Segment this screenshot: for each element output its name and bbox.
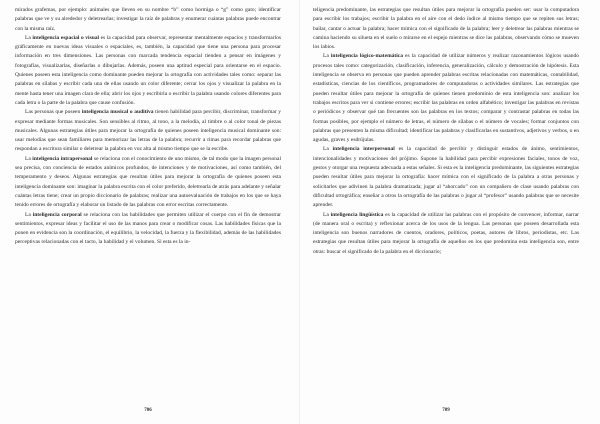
paragraph-intrapersonal-intelligence: La inteligencia intrapersonal se relaciona con el conocimiento de uno mismo, de tal modo que la imagen personal sea precisa, con conciencia de estados anímicos profundos, de intenciones y de motivaciones, así como también, del temperamento y deseos. Algunas estrategias que resultan útiles para mejorar la ortografía de quienes poseen esta inteligencia dominante son: imaginar la palabra escrita con el color preferido, deletrearla de atrás para adelante y señalar cuántas letras tiene; crear un propio diccionario de palabras; realizar una autoevaluación de trabajos en los que se haya tenido errores de ortografía y elaborar un listado de las palabras con error escritas correctamente. [15, 155, 281, 209]
right-page-text [313, 6, 579, 406]
paragraph: teligencia predominante, las estrategias que resultan útiles para mejorar la ortografía pueden ser: usar la computadora para escribir los trabajos; escribir la palabra en el aire con el dedo índice al mismo tiempo que se repiten sus letras; bailar, cantar o actuar la palabra; hacer mímica con el significado de la palabra; leer y deletrear las palabras mientras se camina haciendo su silueta en el suelo o mirarse en el espejo mientras se dice las palabras, observando cómo se mueven los labios. [313, 7, 579, 51]
paragraph-logical-mathematical-intelligence: La inteligencia lógico-matemática es la capacidad de utilizar números y realizar razonamientos lógicos usando procesos tales como: categorización, clasificación, inferencia, generalización, cálculo y demostración de hipótesis. Esta inteligencia se observa en personas que pueden aprender palabras escritas relacionadas con matemáticas, contabilidad, estadísticas, ciencias de los científicos, programadores de computadoras o actividades similares. Las estrategias que pueden resultar útiles para mejorar la ortografía de quienes tienen predominio de esta inteligencia son: analizar los trabajos escritos para ver si contiene errores; escribir las palabras en orden alfabético; investigar las palabras en revistas o periódicos y observar qué tan frecuentes son las palabras en los textos; comparar y contrastar palabras en todas las formas posibles, por ejemplo el número de letras, el número de sílabas o el número de vocales; formar conjuntos con palabras que presenten la misma dificultad; identificar las palabras y clasificarlas en sustantivos, adjetivos y verbos, o en agudas, graves y esdrújulas. [313, 53, 579, 144]
term-linguistic-intelligence: inteligencia lingüística [330, 211, 384, 218]
term-spatial-intelligence: inteligencia espacial o visual [32, 34, 100, 41]
term-logical-mathematical-intelligence: inteligencia lógico-matemática [330, 53, 403, 60]
page-number: 709 [442, 408, 450, 413]
paragraph-spatial-intelligence: La inteligencia espacial o visual es la capacidad para observar, representar mentalmente espacios y transformarlos gráficamente en nuevas ideas visuales o espaciales, es, también, la capacidad que tiene una persona para procesar información en tres dimensiones. Las personas con marcada tendencia espacial tienden a pensar en imágenes y fotografías, visualizarlas, diseñarlas o dibujarlas. Además, poseen una aptitud especial para orientarse en el espacio. Quienes poseen esta inteligencia como dominante pueden mejorar la ortografía con actividades tales como: separar las palabras en sílabas y escribir cada una de ellas usando un color diferente; cerrar los ojos y visualizar la palabra en la mente hasta tener una imagen clara de ella; abrir los ojos y escribirla o escribir la palabra usando colores diferentes para cada letra o la parte de la palabra que cause confusión. [15, 34, 281, 106]
term-intrapersonal-intelligence: inteligencia intrapersonal [32, 155, 93, 162]
right-page [313, 6, 579, 418]
page-gutter [299, 0, 300, 424]
term-interpersonal-intelligence: inteligencia interpersonal [332, 146, 395, 153]
term-musical-intelligence: inteligencia musical o auditiva [81, 109, 154, 116]
paragraph-linguistic-intelligence: La inteligencia lingüística es la capacidad de utilizar las palabras con el propósito de convencer, informar, narrar (de manera oral o escrita) y reflexionar acerca de los usos de la lengua. Las personas que poseen desarrollada esta inteligencia son buenos narradores de cuentos, oradores, políticos, poetas, autores de libros, periodistas, etc. Las estrategias que resultan útiles para mejorar la ortografía de aquellos en los que predomina esta inteligencia son, entre otras: buscar el significado de la palabra en el diccionario; [313, 211, 579, 255]
paragraph: mirados grafemas, por ejemplo: animales que lleven en su nombre “b” como hormiga o “g” como gato; identificar palabras que ve y su alrededor y deletrearlas; investigar la raíz de palabras y enumerar cuántas palabras puede encontrar con la misma raíz. [15, 7, 281, 32]
paragraph-corporal-intelligence: La inteligencia corporal se relaciona con las habilidades que permiten utilizar el cuerpo con el fin de demostrar sentimientos, expresar ideas y facilitar el uso de las manos para crear o modificar cosas. Las habilidades físicas que la ponen en evidencia son la coordinación, el equilibrio, la velocidad, la fuerza y la flexibilidad, además de las habilidades perceptivas relacionadas con el tacto, la habilidad y el volumen. Si esta es la in- [15, 211, 281, 246]
paragraph-interpersonal-intelligence: La inteligencia interpersonal es la capacidad de percibir y distinguir estados de ánimo, sentimientos, intencionalidades y motivaciones del prójimo. Supone la habilidad para percibir expresiones faciales, tonos de voz, gestos y otorgar una respuesta adecuada a estas señales. Si esta es la inteligencia predominante, las siguientes estrategias pueden resultar útiles para mejorar la ortografía: hacer mímica con el significado de la palabra a otras personas y solicitarles que adivinen la palabra dramatizada; jugar al “ahorcado” con un compañero de clase usando palabras con dificultad ortográfica; enseñar a otros la ortografía de las palabras o jugar al “profesor” usando palabras que se necesite aprender. [313, 146, 579, 209]
term-corporal-intelligence: inteligencia corporal [32, 211, 82, 218]
left-page [15, 6, 281, 418]
left-page-text [15, 6, 281, 406]
paragraph-musical-intelligence: Las personas que poseen inteligencia musical o auditiva tienen habilidad para percibir, discriminar, transformar y expresar mediante formas musicales. Son sensibles al ritmo, al tono, a la melodía, al timbre o al color tonal de piezas musicales. Algunas estrategias útiles para mejorar la ortografía de quienes poseen inteligencia musical dominante son: usar melodías que sean familiares para memorizar las letras de la palabra; recurrir a rimas para recordar palabras que respondan a escritura similar o deletrear la palabra en voz alta al mismo tiempo que se la escribe. [15, 109, 281, 153]
page-number: 706 [144, 408, 152, 413]
